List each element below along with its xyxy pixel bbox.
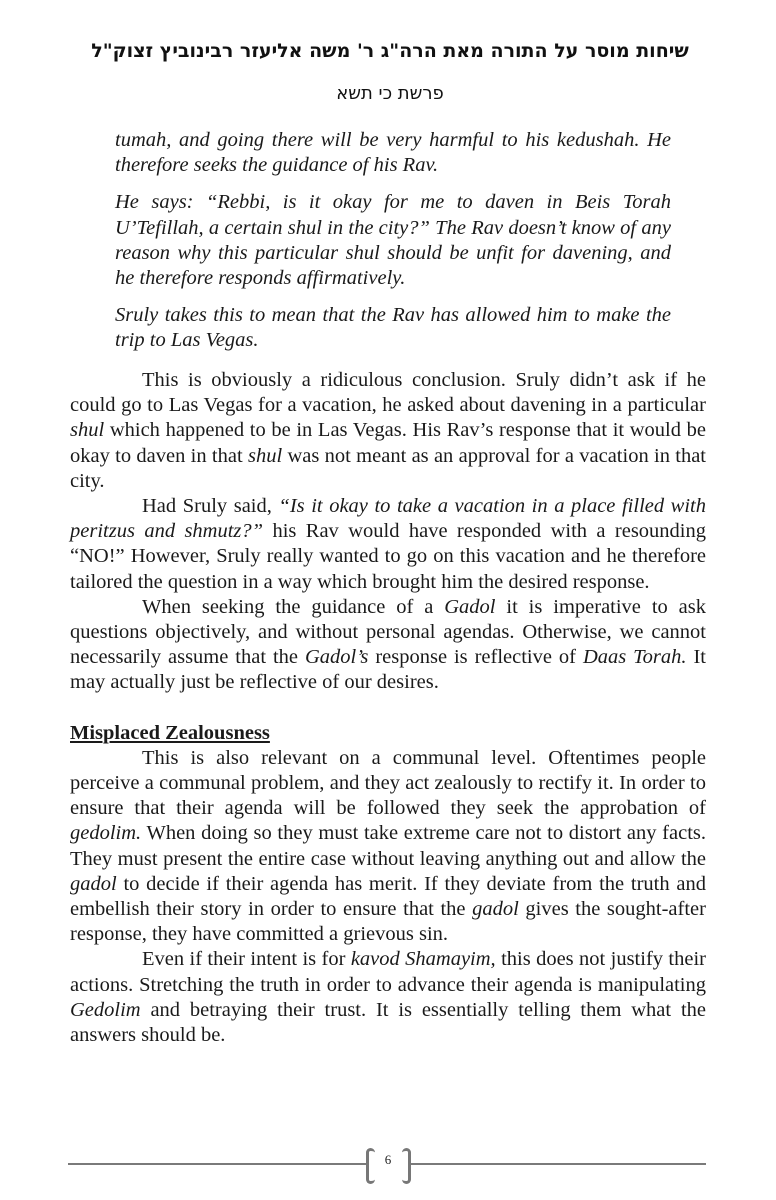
body-paragraph bbox=[70, 368, 706, 494]
italic-term: shul bbox=[70, 419, 105, 442]
right-bracket-ornament bbox=[402, 1148, 411, 1184]
page-number: 6 bbox=[384, 1152, 392, 1167]
example-paragraph: tumah, and going there will be very harmful to his kedushah. He therefore seeks the guidance of his Rav. bbox=[115, 129, 671, 177]
footer-rule-right bbox=[411, 1163, 706, 1165]
text-run: it is imperative to ask questions objectively, and without personal agendas. Otherwise, we cannot necessarily assume that the bbox=[70, 595, 706, 669]
body-paragraph bbox=[70, 746, 706, 948]
italic-term: gedolim. bbox=[70, 822, 142, 845]
italic-term: Gadol bbox=[444, 595, 496, 618]
italic-term: Gadol’s bbox=[304, 646, 369, 669]
italic-term: shul bbox=[247, 444, 283, 467]
body-paragraph bbox=[70, 947, 706, 1048]
text-run: This is also relevant on a communal level. Oftentimes people perceive a communal problem, and they act zealously to rectify it. In order to ensure that their agenda will be followed they seek the approbation of bbox=[70, 746, 706, 820]
text-run: When doing so they must take extreme care not to distort any facts. They must present the entire case without leaving anything out and allow the bbox=[70, 822, 706, 870]
italic-example-block bbox=[115, 128, 671, 366]
text-run: When seeking the guidance of a bbox=[142, 595, 445, 618]
running-header-parsha: פרשת כי תשא bbox=[336, 83, 444, 104]
text-run: was not meant as an approval for a vacation in that city. bbox=[70, 444, 707, 492]
text-run: It may actually just be reflective of our desires. bbox=[70, 646, 706, 694]
italic-term: “Is it okay to take a vacation in a place filled with peritzus and shmutz?” bbox=[70, 495, 706, 543]
page-footer bbox=[68, 1146, 706, 1186]
text-run: to decide if their agenda has merit. If they deviate from the truth and embellish their story in order to ensure that the bbox=[70, 872, 706, 921]
body-paragraph bbox=[70, 595, 706, 696]
body-paragraph bbox=[70, 494, 706, 595]
text-run: Had Sruly said, bbox=[142, 495, 279, 518]
text-run: gives the sought-after response, they have committed a grievous sin. bbox=[70, 898, 706, 946]
italic-term: gadol bbox=[472, 898, 519, 921]
italic-term: kavod Shamayim, bbox=[350, 948, 496, 971]
text-run: which happened to be in Las Vegas. His Rav’s response that it would be okay to daven in that bbox=[70, 419, 706, 467]
footer-rule-left bbox=[68, 1163, 366, 1165]
example-paragraph: He says: “Rebbi, is it okay for me to daven in Beis Torah U’Tefillah, a certain shul in the city?” The Rav doesn’t know of any reason why this particular shul should be unfit for davening, and he therefore responds affirmatively. bbox=[115, 191, 671, 290]
italic-term: Daas Torah. bbox=[582, 646, 687, 669]
italic-term: gadol bbox=[70, 872, 117, 895]
section-heading: Misplaced Zealousness bbox=[70, 721, 270, 744]
text-run: response is reflective of bbox=[368, 646, 583, 669]
text-run: his Rav would have responded with a resounding “NO!” However, Sruly really wanted to go on this vacation and he therefore tailored the question in a way which brought him the desired response. bbox=[70, 520, 707, 593]
text-run: this does not justify their actions. Stretching the truth in order to advance their agenda is manipulating bbox=[70, 948, 706, 996]
main-text-block bbox=[70, 368, 706, 1048]
italic-term: Gedolim bbox=[70, 998, 141, 1021]
text-run: and betraying their trust. It is essentially telling them what the answers should be. bbox=[70, 998, 706, 1047]
text-run: This is obviously a ridiculous conclusion. Sruly didn’t ask if he could go to Las Vegas for a vacation, he asked about davening in a particular bbox=[70, 369, 706, 417]
text-run: Even if their intent is for bbox=[142, 948, 351, 971]
running-header-title: שיחות מוסר על התורה מאת הרה"ג ר' משה אליעזר רבינוביץ זצוק"ל bbox=[91, 40, 689, 62]
example-paragraph: Sruly takes this to mean that the Rav has allowed him to make the trip to Las Vegas. bbox=[115, 304, 671, 352]
